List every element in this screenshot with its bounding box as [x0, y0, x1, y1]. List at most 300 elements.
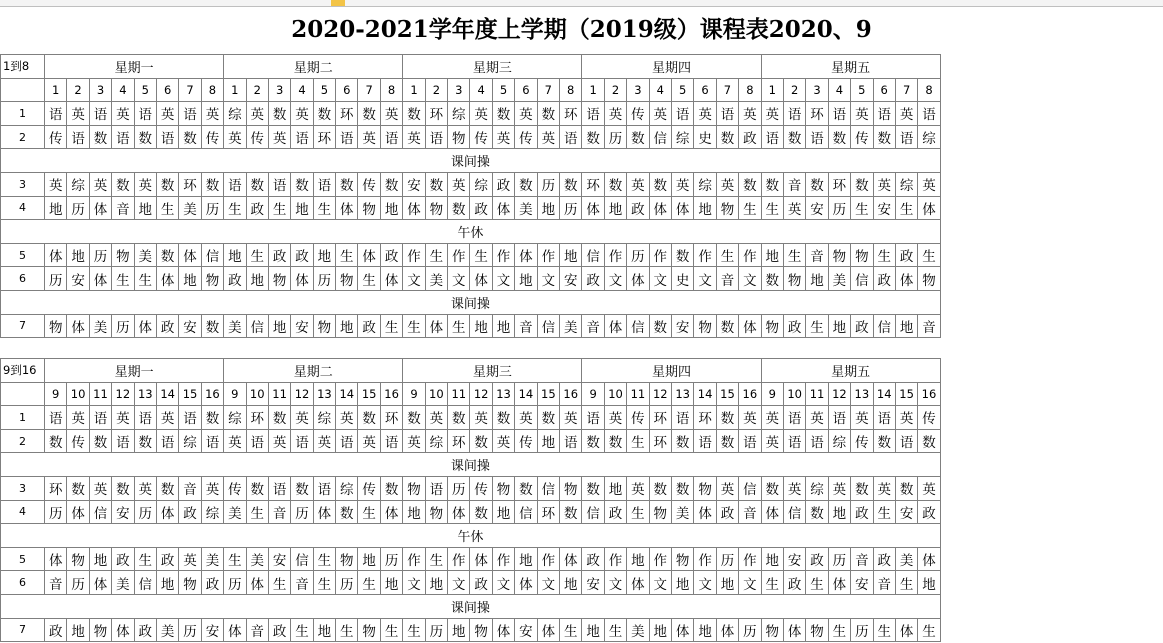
subject-cell[interactable]: 美 [895, 547, 917, 571]
subject-cell[interactable]: 英 [470, 102, 492, 126]
subject-cell[interactable]: 英 [895, 102, 917, 126]
subject-cell[interactable]: 语 [873, 406, 895, 430]
subject-cell[interactable]: 环 [560, 102, 582, 126]
subject-cell[interactable]: 语 [134, 406, 156, 430]
subject-cell[interactable]: 政 [246, 196, 268, 220]
subject-cell[interactable]: 地 [268, 314, 290, 338]
subject-cell[interactable]: 信 [627, 314, 649, 338]
subject-cell[interactable]: 美 [425, 267, 447, 291]
subject-cell[interactable]: 历 [380, 547, 402, 571]
subject-cell[interactable]: 数 [246, 172, 268, 196]
subject-cell[interactable]: 政 [134, 618, 156, 642]
subject-cell[interactable]: 生 [336, 243, 358, 267]
subject-cell[interactable]: 综 [895, 172, 917, 196]
subject-cell[interactable]: 综 [224, 406, 246, 430]
subject-cell[interactable]: 语 [895, 429, 917, 453]
subject-cell[interactable]: 英 [224, 125, 246, 149]
subject-cell[interactable]: 数 [201, 172, 223, 196]
subject-cell[interactable]: 环 [425, 102, 447, 126]
subject-cell[interactable]: 体 [380, 267, 402, 291]
subject-cell[interactable]: 政 [268, 618, 290, 642]
subject-cell[interactable]: 综 [179, 429, 201, 453]
subject-cell[interactable]: 信 [649, 125, 671, 149]
subject-cell[interactable]: 物 [403, 476, 425, 500]
subject-cell[interactable]: 作 [649, 243, 671, 267]
subject-cell[interactable]: 体 [112, 618, 134, 642]
subject-cell[interactable]: 文 [492, 571, 514, 595]
subject-cell[interactable]: 作 [403, 243, 425, 267]
subject-cell[interactable]: 数 [246, 476, 268, 500]
subject-cell[interactable]: 史 [671, 267, 693, 291]
subject-cell[interactable]: 生 [716, 243, 738, 267]
subject-cell[interactable]: 安 [291, 314, 313, 338]
subject-cell[interactable]: 体 [403, 196, 425, 220]
subject-cell[interactable]: 历 [828, 547, 850, 571]
subject-cell[interactable]: 历 [134, 500, 156, 524]
subject-cell[interactable]: 生 [448, 314, 470, 338]
subject-cell[interactable]: 生 [291, 618, 313, 642]
subject-cell[interactable]: 英 [537, 125, 559, 149]
subject-cell[interactable]: 体 [739, 314, 761, 338]
subject-cell[interactable]: 作 [694, 547, 716, 571]
subject-cell[interactable]: 物 [67, 547, 89, 571]
subject-cell[interactable]: 语 [582, 406, 604, 430]
subject-cell[interactable]: 体 [89, 196, 111, 220]
subject-cell[interactable]: 政 [851, 500, 873, 524]
subject-cell[interactable]: 文 [403, 571, 425, 595]
subject-cell[interactable]: 历 [716, 547, 738, 571]
subject-cell[interactable]: 数 [582, 476, 604, 500]
subject-cell[interactable]: 物 [201, 267, 223, 291]
subject-cell[interactable]: 地 [828, 314, 850, 338]
subject-cell[interactable]: 数 [806, 500, 828, 524]
subject-cell[interactable]: 体 [604, 314, 626, 338]
subject-cell[interactable]: 传 [515, 429, 537, 453]
subject-cell[interactable]: 数 [627, 125, 649, 149]
subject-cell[interactable]: 综 [828, 429, 850, 453]
subject-cell[interactable]: 英 [604, 406, 626, 430]
subject-cell[interactable]: 英 [761, 406, 783, 430]
subject-cell[interactable]: 语 [425, 125, 447, 149]
subject-cell[interactable]: 语 [112, 125, 134, 149]
subject-cell[interactable]: 生 [918, 618, 940, 642]
subject-cell[interactable]: 数 [806, 172, 828, 196]
subject-cell[interactable]: 传 [45, 125, 67, 149]
subject-cell[interactable]: 音 [45, 571, 67, 595]
subject-cell[interactable]: 音 [515, 314, 537, 338]
subject-cell[interactable]: 数 [716, 406, 738, 430]
subject-cell[interactable]: 安 [851, 571, 873, 595]
subject-cell[interactable]: 数 [67, 476, 89, 500]
subject-cell[interactable]: 地 [560, 243, 582, 267]
subject-cell[interactable]: 音 [918, 314, 940, 338]
subject-cell[interactable]: 英 [739, 406, 761, 430]
subject-cell[interactable]: 文 [537, 571, 559, 595]
subject-cell[interactable]: 生 [358, 500, 380, 524]
subject-cell[interactable]: 历 [179, 618, 201, 642]
subject-cell[interactable]: 数 [828, 125, 850, 149]
subject-cell[interactable]: 体 [515, 571, 537, 595]
subject-cell[interactable]: 数 [358, 102, 380, 126]
subject-cell[interactable]: 音 [291, 571, 313, 595]
subject-cell[interactable]: 数 [492, 406, 514, 430]
subject-cell[interactable]: 英 [156, 406, 178, 430]
subject-cell[interactable]: 历 [537, 172, 559, 196]
subject-cell[interactable]: 环 [694, 406, 716, 430]
subject-cell[interactable]: 地 [694, 196, 716, 220]
subject-cell[interactable]: 语 [582, 102, 604, 126]
subject-cell[interactable]: 政 [806, 547, 828, 571]
subject-cell[interactable]: 安 [560, 267, 582, 291]
subject-cell[interactable]: 综 [201, 500, 223, 524]
subject-cell[interactable]: 体 [67, 500, 89, 524]
subject-cell[interactable]: 生 [224, 547, 246, 571]
subject-cell[interactable]: 数 [448, 406, 470, 430]
subject-cell[interactable]: 信 [582, 500, 604, 524]
subject-cell[interactable]: 数 [380, 476, 402, 500]
subject-cell[interactable]: 作 [649, 547, 671, 571]
subject-cell[interactable]: 生 [268, 571, 290, 595]
subject-cell[interactable]: 地 [492, 314, 514, 338]
subject-cell[interactable]: 生 [313, 196, 335, 220]
subject-cell[interactable]: 体 [470, 547, 492, 571]
subject-cell[interactable]: 数 [515, 476, 537, 500]
subject-cell[interactable]: 数 [783, 125, 805, 149]
subject-cell[interactable]: 英 [246, 102, 268, 126]
subject-cell[interactable]: 英 [380, 102, 402, 126]
subject-cell[interactable]: 数 [716, 125, 738, 149]
subject-cell[interactable]: 生 [313, 571, 335, 595]
subject-cell[interactable]: 音 [806, 243, 828, 267]
subject-cell[interactable]: 体 [134, 314, 156, 338]
subject-cell[interactable]: 地 [448, 618, 470, 642]
subject-cell[interactable]: 物 [89, 618, 111, 642]
subject-cell[interactable]: 数 [358, 406, 380, 430]
subject-cell[interactable]: 历 [739, 618, 761, 642]
subject-cell[interactable]: 安 [783, 547, 805, 571]
subject-cell[interactable]: 数 [716, 429, 738, 453]
subject-cell[interactable]: 体 [515, 243, 537, 267]
subject-cell[interactable]: 环 [582, 172, 604, 196]
subject-cell[interactable]: 英 [403, 429, 425, 453]
subject-cell[interactable]: 体 [291, 267, 313, 291]
subject-cell[interactable]: 语 [224, 172, 246, 196]
subject-cell[interactable]: 作 [739, 547, 761, 571]
subject-cell[interactable]: 英 [156, 102, 178, 126]
subject-cell[interactable]: 作 [492, 547, 514, 571]
subject-cell[interactable]: 传 [515, 125, 537, 149]
subject-cell[interactable]: 英 [560, 406, 582, 430]
subject-cell[interactable]: 数 [448, 196, 470, 220]
subject-cell[interactable]: 数 [112, 172, 134, 196]
subject-cell[interactable]: 语 [694, 429, 716, 453]
subject-cell[interactable]: 体 [627, 267, 649, 291]
subject-cell[interactable]: 地 [582, 618, 604, 642]
subject-cell[interactable]: 语 [671, 406, 693, 430]
subject-cell[interactable]: 生 [895, 196, 917, 220]
subject-cell[interactable]: 英 [89, 172, 111, 196]
subject-cell[interactable]: 安 [268, 547, 290, 571]
subject-cell[interactable]: 传 [67, 429, 89, 453]
subject-cell[interactable]: 物 [716, 196, 738, 220]
subject-cell[interactable]: 信 [246, 314, 268, 338]
subject-cell[interactable]: 数 [156, 476, 178, 500]
subject-cell[interactable]: 语 [156, 125, 178, 149]
subject-cell[interactable]: 综 [918, 125, 940, 149]
subject-cell[interactable]: 政 [358, 314, 380, 338]
subject-cell[interactable]: 地 [403, 500, 425, 524]
subject-cell[interactable]: 地 [828, 500, 850, 524]
subject-cell[interactable]: 数 [739, 172, 761, 196]
subject-cell[interactable]: 地 [291, 196, 313, 220]
subject-cell[interactable]: 生 [806, 314, 828, 338]
subject-cell[interactable]: 环 [179, 172, 201, 196]
subject-cell[interactable]: 语 [828, 102, 850, 126]
subject-cell[interactable]: 生 [560, 618, 582, 642]
subject-cell[interactable]: 体 [783, 618, 805, 642]
subject-cell[interactable]: 体 [425, 314, 447, 338]
subject-cell[interactable]: 英 [761, 102, 783, 126]
subject-cell[interactable]: 历 [201, 196, 223, 220]
subject-cell[interactable]: 信 [739, 476, 761, 500]
subject-cell[interactable]: 地 [313, 618, 335, 642]
subject-cell[interactable]: 地 [134, 196, 156, 220]
subject-cell[interactable]: 地 [918, 571, 940, 595]
subject-cell[interactable]: 信 [873, 314, 895, 338]
subject-cell[interactable]: 生 [761, 196, 783, 220]
subject-cell[interactable]: 语 [671, 102, 693, 126]
subject-cell[interactable]: 信 [291, 547, 313, 571]
subject-cell[interactable]: 历 [604, 125, 626, 149]
subject-cell[interactable]: 文 [694, 267, 716, 291]
subject-cell[interactable]: 政 [627, 196, 649, 220]
subject-cell[interactable]: 政 [851, 314, 873, 338]
subject-cell[interactable]: 地 [515, 547, 537, 571]
subject-cell[interactable]: 数 [851, 172, 873, 196]
subject-cell[interactable]: 英 [448, 172, 470, 196]
subject-cell[interactable]: 数 [156, 243, 178, 267]
subject-cell[interactable]: 地 [358, 547, 380, 571]
subject-cell[interactable]: 综 [806, 476, 828, 500]
subject-cell[interactable]: 物 [358, 618, 380, 642]
subject-cell[interactable]: 传 [918, 406, 940, 430]
subject-cell[interactable]: 数 [873, 125, 895, 149]
subject-cell[interactable]: 环 [537, 500, 559, 524]
subject-cell[interactable]: 生 [246, 500, 268, 524]
subject-cell[interactable]: 英 [45, 172, 67, 196]
subject-cell[interactable]: 体 [649, 196, 671, 220]
subject-cell[interactable]: 信 [134, 571, 156, 595]
subject-cell[interactable]: 地 [67, 618, 89, 642]
subject-cell[interactable]: 政 [179, 500, 201, 524]
subject-cell[interactable]: 地 [380, 571, 402, 595]
subject-cell[interactable]: 体 [560, 547, 582, 571]
subject-cell[interactable]: 地 [425, 571, 447, 595]
subject-cell[interactable]: 作 [448, 547, 470, 571]
subject-cell[interactable]: 地 [336, 314, 358, 338]
subject-cell[interactable]: 体 [179, 243, 201, 267]
subject-cell[interactable]: 政 [201, 571, 223, 595]
subject-cell[interactable]: 语 [380, 429, 402, 453]
subject-cell[interactable]: 政 [739, 125, 761, 149]
subject-cell[interactable]: 地 [179, 267, 201, 291]
subject-cell[interactable]: 政 [112, 547, 134, 571]
subject-cell[interactable]: 英 [851, 406, 873, 430]
subject-cell[interactable]: 数 [582, 125, 604, 149]
subject-cell[interactable]: 生 [425, 243, 447, 267]
subject-cell[interactable]: 安 [179, 314, 201, 338]
subject-cell[interactable]: 语 [112, 429, 134, 453]
subject-cell[interactable]: 政 [582, 547, 604, 571]
subject-cell[interactable]: 语 [336, 429, 358, 453]
subject-cell[interactable]: 传 [201, 125, 223, 149]
subject-cell[interactable]: 音 [112, 196, 134, 220]
subject-cell[interactable]: 物 [448, 125, 470, 149]
subject-cell[interactable]: 英 [291, 102, 313, 126]
subject-cell[interactable]: 语 [246, 429, 268, 453]
subject-cell[interactable]: 环 [380, 406, 402, 430]
subject-cell[interactable]: 英 [112, 406, 134, 430]
subject-cell[interactable]: 作 [604, 547, 626, 571]
subject-cell[interactable]: 政 [895, 243, 917, 267]
subject-cell[interactable]: 美 [560, 314, 582, 338]
subject-cell[interactable]: 作 [492, 243, 514, 267]
subject-cell[interactable]: 数 [560, 172, 582, 196]
subject-cell[interactable]: 生 [336, 618, 358, 642]
subject-cell[interactable]: 作 [604, 243, 626, 267]
subject-cell[interactable]: 传 [851, 429, 873, 453]
subject-cell[interactable]: 地 [380, 196, 402, 220]
subject-cell[interactable]: 政 [45, 618, 67, 642]
subject-cell[interactable]: 生 [268, 196, 290, 220]
subject-cell[interactable]: 政 [156, 314, 178, 338]
subject-cell[interactable]: 文 [739, 267, 761, 291]
subject-cell[interactable]: 地 [45, 196, 67, 220]
subject-cell[interactable]: 地 [246, 267, 268, 291]
subject-cell[interactable]: 政 [224, 267, 246, 291]
subject-cell[interactable]: 生 [828, 618, 850, 642]
subject-cell[interactable]: 物 [336, 267, 358, 291]
subject-cell[interactable]: 数 [873, 429, 895, 453]
subject-cell[interactable]: 数 [201, 406, 223, 430]
subject-cell[interactable]: 综 [313, 406, 335, 430]
subject-cell[interactable]: 政 [783, 314, 805, 338]
subject-cell[interactable]: 语 [895, 125, 917, 149]
subject-cell[interactable]: 物 [761, 314, 783, 338]
subject-cell[interactable]: 体 [537, 618, 559, 642]
subject-cell[interactable]: 数 [649, 476, 671, 500]
subject-cell[interactable]: 英 [918, 476, 940, 500]
subject-cell[interactable]: 数 [761, 172, 783, 196]
subject-cell[interactable]: 体 [671, 618, 693, 642]
subject-cell[interactable]: 音 [851, 547, 873, 571]
subject-cell[interactable]: 体 [895, 618, 917, 642]
subject-cell[interactable]: 物 [671, 547, 693, 571]
subject-cell[interactable]: 体 [45, 243, 67, 267]
subject-cell[interactable]: 文 [604, 267, 626, 291]
subject-cell[interactable]: 物 [828, 243, 850, 267]
subject-cell[interactable]: 体 [380, 500, 402, 524]
subject-cell[interactable]: 传 [470, 476, 492, 500]
subject-cell[interactable]: 政 [492, 172, 514, 196]
subject-cell[interactable]: 政 [470, 196, 492, 220]
subject-cell[interactable]: 物 [560, 476, 582, 500]
subject-cell[interactable]: 政 [582, 267, 604, 291]
subject-cell[interactable]: 英 [739, 102, 761, 126]
subject-cell[interactable]: 语 [201, 429, 223, 453]
subject-cell[interactable]: 政 [716, 500, 738, 524]
subject-cell[interactable]: 数 [537, 406, 559, 430]
subject-cell[interactable]: 综 [448, 102, 470, 126]
subject-cell[interactable]: 生 [806, 571, 828, 595]
subject-cell[interactable]: 数 [604, 429, 626, 453]
subject-cell[interactable]: 物 [694, 476, 716, 500]
subject-cell[interactable]: 体 [492, 618, 514, 642]
subject-cell[interactable]: 物 [806, 618, 828, 642]
subject-cell[interactable]: 史 [694, 125, 716, 149]
subject-cell[interactable]: 英 [291, 406, 313, 430]
subject-cell[interactable]: 文 [694, 571, 716, 595]
subject-cell[interactable]: 语 [336, 125, 358, 149]
subject-cell[interactable]: 历 [448, 476, 470, 500]
subject-cell[interactable]: 英 [515, 102, 537, 126]
subject-cell[interactable]: 英 [694, 102, 716, 126]
subject-cell[interactable]: 环 [448, 429, 470, 453]
subject-cell[interactable]: 综 [694, 172, 716, 196]
subject-cell[interactable]: 物 [313, 314, 335, 338]
subject-cell[interactable]: 物 [112, 243, 134, 267]
subject-cell[interactable]: 政 [268, 243, 290, 267]
subject-cell[interactable]: 数 [515, 172, 537, 196]
subject-cell[interactable]: 语 [873, 102, 895, 126]
subject-cell[interactable]: 语 [313, 172, 335, 196]
subject-cell[interactable]: 体 [89, 267, 111, 291]
subject-cell[interactable]: 英 [851, 102, 873, 126]
subject-cell[interactable]: 英 [134, 172, 156, 196]
subject-cell[interactable]: 历 [89, 243, 111, 267]
subject-cell[interactable]: 生 [873, 618, 895, 642]
subject-cell[interactable]: 数 [89, 125, 111, 149]
subject-cell[interactable]: 信 [515, 500, 537, 524]
subject-cell[interactable]: 英 [895, 406, 917, 430]
subject-cell[interactable]: 数 [112, 476, 134, 500]
subject-cell[interactable]: 生 [918, 243, 940, 267]
subject-cell[interactable]: 体 [313, 500, 335, 524]
subject-cell[interactable]: 语 [761, 125, 783, 149]
subject-cell[interactable]: 美 [515, 196, 537, 220]
subject-cell[interactable]: 物 [694, 314, 716, 338]
subject-cell[interactable]: 政 [470, 571, 492, 595]
subject-cell[interactable]: 英 [224, 429, 246, 453]
subject-cell[interactable]: 体 [582, 196, 604, 220]
subject-cell[interactable]: 历 [560, 196, 582, 220]
subject-cell[interactable]: 地 [716, 571, 738, 595]
subject-cell[interactable]: 数 [134, 429, 156, 453]
subject-cell[interactable]: 文 [649, 267, 671, 291]
subject-cell[interactable]: 地 [537, 429, 559, 453]
subject-cell[interactable]: 语 [268, 172, 290, 196]
subject-cell[interactable]: 英 [627, 476, 649, 500]
subject-cell[interactable]: 语 [45, 102, 67, 126]
subject-cell[interactable]: 综 [67, 172, 89, 196]
subject-cell[interactable]: 物 [179, 571, 201, 595]
subject-cell[interactable]: 数 [134, 125, 156, 149]
subject-cell[interactable]: 数 [336, 172, 358, 196]
subject-cell[interactable]: 地 [895, 314, 917, 338]
subject-cell[interactable]: 信 [783, 500, 805, 524]
subject-cell[interactable]: 政 [156, 547, 178, 571]
subject-cell[interactable]: 英 [806, 406, 828, 430]
